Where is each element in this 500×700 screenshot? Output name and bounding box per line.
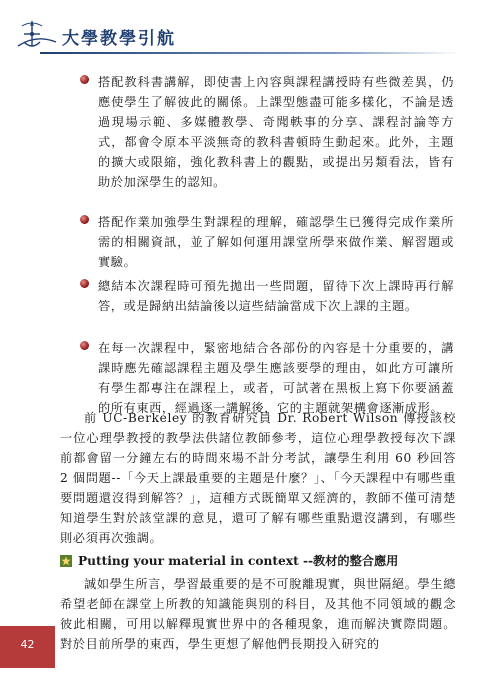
header-title: 大學教學引航: [62, 29, 176, 49]
bullet-text: 搭配教科書講解，即使書上內容與課程講授時有些微差異，仍應使學生了解彼此的關係。上課型態盡可能多樣化，不論是透過現場示範、多媒體教學、奇聞軼事的分享、課程討論等方式，都會令原本平淡無奇的教科書頓時生動起來。此外，主題的擴大或限縮，強化教科書上的觀點，或提出另類看法，皆有助於加深學生的認知。: [98, 75, 454, 189]
bullet-item: [98, 72, 454, 192]
bullet-item: [98, 212, 454, 272]
page-number: 42: [20, 638, 35, 651]
bullet-text: 在每一次課程中，緊密地結合各部份的內容是十分重要的，講課時應先確認課程主題及學生應該要學的理由，如此方可讓所有學生都專注在課程上，或者，可試著在黑板上寫下你要涵蓋的所有東西，經過逐一講解後，它的主題就架構會逐漸成形。: [98, 341, 454, 415]
page-number-tab: [0, 626, 55, 668]
bullet-dot-icon: [80, 341, 89, 350]
bullet-dot-icon: [80, 279, 89, 288]
bullet-dot-icon: [80, 215, 89, 224]
body-paragraph: 誠如學生所言，學習最重要的是不可脫離現實，與世隔絕。學生總希望老師在課堂上所教的知識能與別的科目，及其他不同領域的觀念彼此相關，可用以解釋現實世界中的各種現象，進而解決實際問題。對於目前所學的東西，學生更想了解他們長期投入研究的: [60, 577, 456, 651]
body-paragraph: 前 UC-Berkeley 的教育研究員 Dr. Robert Wilson 傳授該校一位心理學教授的教學法供諸位教師參考，這位心理學教授每次下課前都會留一分鐘左右的時間來場不計分考試，讓學生利用 60 秒回答 2 個問題--「今天上課最重要的主題是什麼？」、「今天課程中有哪些重要問題還沒得到解答？」，這種方式既簡單又經濟的，教師不僅可清楚知道學生對於該堂課的意見，還可了解有哪些重點還沒講到，有哪些則必須再次強調。: [60, 411, 456, 545]
bullet-dot-icon: [80, 75, 89, 84]
bullet-text: 搭配作業加強學生對課程的理解，確認學生已獲得完成作業所需的相關資訊，並了解如何運用課堂所學來做作業、解習題或實驗。: [98, 215, 454, 269]
bullet-item: [98, 338, 454, 418]
bullet-item: [98, 276, 454, 316]
section-heading-text: Putting your material in context --教材的整合應用: [78, 554, 399, 568]
bullet-text: 總結本次課程時可預先拋出一些問題，留待下次上課時再行解答，或是歸納出結論後以這些結論當成下次上課的主題。: [98, 279, 454, 313]
section-heading: [60, 552, 456, 570]
star-bullet-icon: [60, 555, 72, 567]
